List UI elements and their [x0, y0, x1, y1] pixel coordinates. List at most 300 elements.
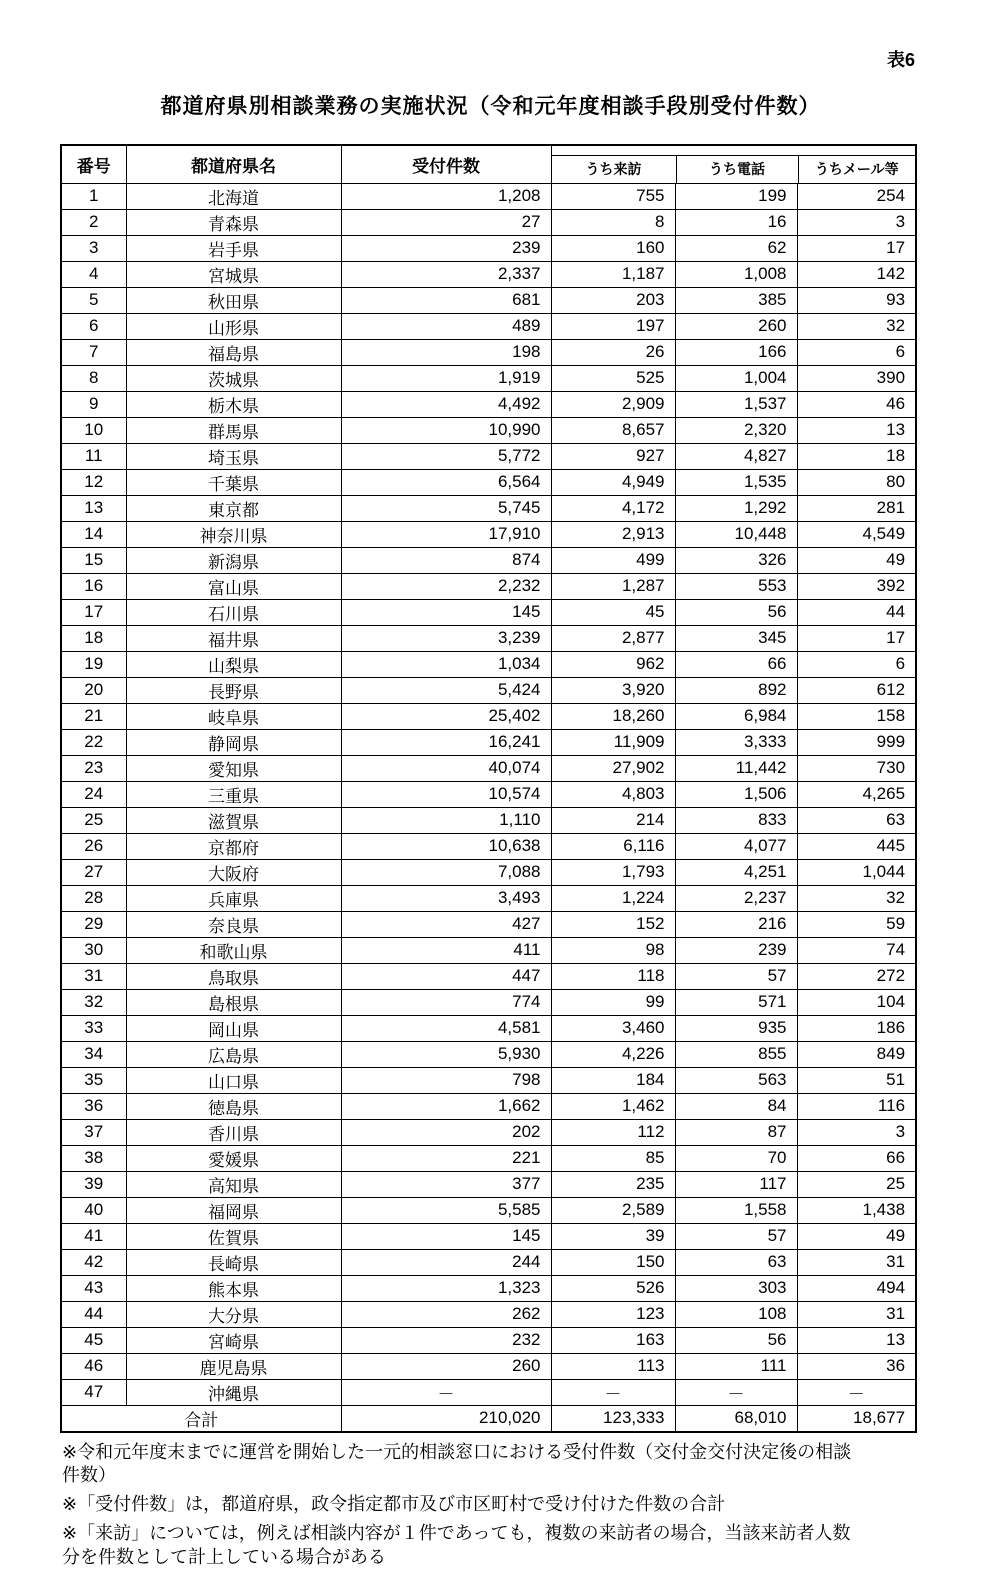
- prefecture-cell: 青森県: [126, 209, 341, 235]
- phone-count-cell: 1,004: [675, 365, 797, 391]
- visit-count-cell: 112: [551, 1119, 675, 1145]
- mail-count-cell: 116: [797, 1093, 916, 1119]
- row-number-cell: 27: [61, 859, 126, 885]
- total-count-cell: 27: [341, 209, 551, 235]
- total-count-cell: 874: [341, 547, 551, 573]
- prefecture-cell: 徳島県: [126, 1093, 341, 1119]
- phone-count-cell: 57: [675, 1223, 797, 1249]
- row-number-cell: 45: [61, 1327, 126, 1353]
- row-number-cell: 23: [61, 755, 126, 781]
- phone-count-cell: 1,558: [675, 1197, 797, 1223]
- table-row: [61, 521, 916, 547]
- mail-count-cell: 49: [797, 1223, 916, 1249]
- footnote-1-line-1: ※令和元年度末までに運営を開始した一元的相談窓口における受付件数（交付金交付決定後の相談: [62, 1441, 922, 1465]
- prefecture-cell: 佐賀県: [126, 1223, 341, 1249]
- phone-count-cell: 6,984: [675, 703, 797, 729]
- total-count-cell: 3,239: [341, 625, 551, 651]
- visit-count-cell: 2,913: [551, 521, 675, 547]
- mail-count-cell: 4,549: [797, 521, 916, 547]
- mail-count-cell: 281: [797, 495, 916, 521]
- row-number-cell: 28: [61, 885, 126, 911]
- phone-count-cell: 56: [675, 599, 797, 625]
- row-number-cell: 31: [61, 963, 126, 989]
- row-number-cell: 14: [61, 521, 126, 547]
- mail-count-cell: 13: [797, 1327, 916, 1353]
- visit-count-cell: 85: [551, 1145, 675, 1171]
- mail-count-cell: 49: [797, 547, 916, 573]
- header-visit: うち来訪: [552, 155, 676, 183]
- prefecture-cell: 福井県: [126, 625, 341, 651]
- prefecture-cell: 埼玉県: [126, 443, 341, 469]
- visit-count-cell: 526: [551, 1275, 675, 1301]
- document-title: 都道府県別相談業務の実施状況（令和元年度相談手段別受付件数）: [0, 90, 981, 120]
- prefecture-cell: 沖縄県: [126, 1379, 341, 1405]
- visit-count-cell: 1,187: [551, 261, 675, 287]
- total-count-cell: 244: [341, 1249, 551, 1275]
- phone-count-cell: 216: [675, 911, 797, 937]
- prefecture-cell: 山形県: [126, 313, 341, 339]
- row-number-cell: 43: [61, 1275, 126, 1301]
- phone-count-cell: 87: [675, 1119, 797, 1145]
- total-count-cell: 427: [341, 911, 551, 937]
- mail-count-cell: 59: [797, 911, 916, 937]
- phone-count-cell: 935: [675, 1015, 797, 1041]
- mail-count-cell: 17: [797, 235, 916, 261]
- visit-count-cell: 150: [551, 1249, 675, 1275]
- visit-count-cell: －: [551, 1379, 675, 1405]
- table-body: [61, 183, 916, 1432]
- mail-count-cell: 999: [797, 729, 916, 755]
- footnote-3-line-2: 分を件数として計上している場合がある: [62, 1546, 922, 1569]
- footnote-3: [62, 1522, 922, 1569]
- visit-count-cell: 163: [551, 1327, 675, 1353]
- total-count-cell: 16,241: [341, 729, 551, 755]
- prefecture-cell: 和歌山県: [126, 937, 341, 963]
- visit-count-cell: 4,949: [551, 469, 675, 495]
- visit-count-cell: 18,260: [551, 703, 675, 729]
- phone-count-cell: 10,448: [675, 521, 797, 547]
- row-number-cell: 2: [61, 209, 126, 235]
- footnote-1-line-2: 件数）: [62, 1464, 922, 1488]
- phone-count-cell: 1,537: [675, 391, 797, 417]
- prefecture-cell: 大分県: [126, 1301, 341, 1327]
- grand-mail-cell: 18,677: [797, 1405, 916, 1432]
- table-row: [61, 313, 916, 339]
- visit-count-cell: 4,803: [551, 781, 675, 807]
- row-number-cell: 40: [61, 1197, 126, 1223]
- visit-count-cell: 2,909: [551, 391, 675, 417]
- table-row: [61, 573, 916, 599]
- prefecture-cell: 愛媛県: [126, 1145, 341, 1171]
- footnotes: [62, 1441, 922, 1569]
- mail-count-cell: 142: [797, 261, 916, 287]
- phone-count-cell: 166: [675, 339, 797, 365]
- row-number-cell: 3: [61, 235, 126, 261]
- mail-count-cell: 31: [797, 1301, 916, 1327]
- row-number-cell: 24: [61, 781, 126, 807]
- row-number-cell: 29: [61, 911, 126, 937]
- phone-count-cell: 260: [675, 313, 797, 339]
- prefecture-cell: 福島県: [126, 339, 341, 365]
- phone-count-cell: 108: [675, 1301, 797, 1327]
- mail-count-cell: 51: [797, 1067, 916, 1093]
- total-count-cell: 1,208: [341, 183, 551, 209]
- prefecture-cell: 奈良県: [126, 911, 341, 937]
- visit-count-cell: 197: [551, 313, 675, 339]
- mail-count-cell: 31: [797, 1249, 916, 1275]
- total-count-cell: 377: [341, 1171, 551, 1197]
- mail-count-cell: 445: [797, 833, 916, 859]
- footnote-2-line-1: ※「受付件数」は，都道府県，政令指定都市及び市区町村で受け付けた件数の合計: [62, 1493, 922, 1517]
- mail-count-cell: 3: [797, 1119, 916, 1145]
- prefecture-cell: 神奈川県: [126, 521, 341, 547]
- visit-count-cell: 3,920: [551, 677, 675, 703]
- visit-count-cell: 11,909: [551, 729, 675, 755]
- total-count-cell: 2,232: [341, 573, 551, 599]
- total-count-cell: 25,402: [341, 703, 551, 729]
- visit-count-cell: 4,226: [551, 1041, 675, 1067]
- prefecture-cell: 岐阜県: [126, 703, 341, 729]
- phone-count-cell: 66: [675, 651, 797, 677]
- row-number-cell: 22: [61, 729, 126, 755]
- prefecture-cell: 群馬県: [126, 417, 341, 443]
- phone-count-cell: －: [675, 1379, 797, 1405]
- footnote-3-line-1: ※「来訪」については，例えば相談内容が１件であっても，複数の来訪者の場合，当該来訪者人数: [62, 1522, 922, 1546]
- table-row: [61, 365, 916, 391]
- mail-count-cell: 1,044: [797, 859, 916, 885]
- total-count-cell: 1,110: [341, 807, 551, 833]
- phone-count-cell: 1,292: [675, 495, 797, 521]
- table-row: [61, 391, 916, 417]
- total-label-cell: 合計: [61, 1405, 341, 1432]
- row-number-cell: 46: [61, 1353, 126, 1379]
- prefecture-cell: 千葉県: [126, 469, 341, 495]
- total-count-cell: 5,585: [341, 1197, 551, 1223]
- table-row: [61, 963, 916, 989]
- header-mail: うちメール等: [798, 155, 916, 183]
- visit-count-cell: 235: [551, 1171, 675, 1197]
- table-row: [61, 1275, 916, 1301]
- table-row: [61, 469, 916, 495]
- prefecture-cell: 大阪府: [126, 859, 341, 885]
- mail-count-cell: 104: [797, 989, 916, 1015]
- table-row: [61, 937, 916, 963]
- prefecture-cell: 宮崎県: [126, 1327, 341, 1353]
- visit-count-cell: 1,793: [551, 859, 675, 885]
- row-number-cell: 25: [61, 807, 126, 833]
- row-number-cell: 38: [61, 1145, 126, 1171]
- mail-count-cell: 32: [797, 885, 916, 911]
- row-number-cell: 11: [61, 443, 126, 469]
- visit-count-cell: 27,902: [551, 755, 675, 781]
- visit-count-cell: 8: [551, 209, 675, 235]
- mail-count-cell: 36: [797, 1353, 916, 1379]
- row-number-cell: 7: [61, 339, 126, 365]
- mail-count-cell: 6: [797, 651, 916, 677]
- table-row: [61, 1145, 916, 1171]
- row-number-cell: 47: [61, 1379, 126, 1405]
- total-count-cell: 1,919: [341, 365, 551, 391]
- prefecture-cell: 岩手県: [126, 235, 341, 261]
- visit-count-cell: 26: [551, 339, 675, 365]
- header-number: 番号: [61, 145, 126, 183]
- visit-count-cell: 6,116: [551, 833, 675, 859]
- row-number-cell: 36: [61, 1093, 126, 1119]
- visit-count-cell: 525: [551, 365, 675, 391]
- total-count-cell: 411: [341, 937, 551, 963]
- mail-count-cell: 32: [797, 313, 916, 339]
- row-number-cell: 18: [61, 625, 126, 651]
- table-row: [61, 885, 916, 911]
- mail-count-cell: 186: [797, 1015, 916, 1041]
- total-count-cell: 221: [341, 1145, 551, 1171]
- table-row: [61, 287, 916, 313]
- total-count-cell: 17,910: [341, 521, 551, 547]
- phone-count-cell: 892: [675, 677, 797, 703]
- total-count-cell: 202: [341, 1119, 551, 1145]
- phone-count-cell: 57: [675, 963, 797, 989]
- phone-count-cell: 84: [675, 1093, 797, 1119]
- total-count-cell: 5,930: [341, 1041, 551, 1067]
- phone-count-cell: 4,251: [675, 859, 797, 885]
- phone-count-cell: 303: [675, 1275, 797, 1301]
- table-row: [61, 651, 916, 677]
- row-number-cell: 33: [61, 1015, 126, 1041]
- table-row: [61, 807, 916, 833]
- grand-visit-cell: 123,333: [551, 1405, 675, 1432]
- total-count-cell: 5,772: [341, 443, 551, 469]
- visit-count-cell: 160: [551, 235, 675, 261]
- phone-count-cell: 833: [675, 807, 797, 833]
- footnote-1: [62, 1441, 922, 1489]
- prefecture-cell: 島根県: [126, 989, 341, 1015]
- visit-count-cell: 2,589: [551, 1197, 675, 1223]
- mail-count-cell: 4,265: [797, 781, 916, 807]
- visit-count-cell: 927: [551, 443, 675, 469]
- row-number-cell: 1: [61, 183, 126, 209]
- prefecture-cell: 滋賀県: [126, 807, 341, 833]
- subcolumn-boxes: [552, 155, 916, 183]
- mail-count-cell: 390: [797, 365, 916, 391]
- prefecture-cell: 富山県: [126, 573, 341, 599]
- visit-count-cell: 1,224: [551, 885, 675, 911]
- prefecture-cell: 北海道: [126, 183, 341, 209]
- total-count-cell: 447: [341, 963, 551, 989]
- mail-count-cell: 1,438: [797, 1197, 916, 1223]
- row-number-cell: 42: [61, 1249, 126, 1275]
- table-row: [61, 339, 916, 365]
- total-count-cell: 262: [341, 1301, 551, 1327]
- phone-count-cell: 571: [675, 989, 797, 1015]
- prefecture-cell: 鹿児島県: [126, 1353, 341, 1379]
- total-count-cell: 1,034: [341, 651, 551, 677]
- phone-count-cell: 70: [675, 1145, 797, 1171]
- row-number-cell: 35: [61, 1067, 126, 1093]
- row-number-cell: 10: [61, 417, 126, 443]
- phone-count-cell: 117: [675, 1171, 797, 1197]
- grand-phone-cell: 68,010: [675, 1405, 797, 1432]
- table-row: [61, 1249, 916, 1275]
- row-number-cell: 32: [61, 989, 126, 1015]
- table-row: [61, 859, 916, 885]
- mail-count-cell: 18: [797, 443, 916, 469]
- prefecture-cell: 石川県: [126, 599, 341, 625]
- mail-count-cell: 63: [797, 807, 916, 833]
- total-count-cell: 10,574: [341, 781, 551, 807]
- table-row: [61, 209, 916, 235]
- prefecture-cell: 長野県: [126, 677, 341, 703]
- visit-count-cell: 99: [551, 989, 675, 1015]
- row-number-cell: 21: [61, 703, 126, 729]
- mail-count-cell: 494: [797, 1275, 916, 1301]
- prefecture-cell: 秋田県: [126, 287, 341, 313]
- phone-count-cell: 563: [675, 1067, 797, 1093]
- visit-count-cell: 4,172: [551, 495, 675, 521]
- phone-count-cell: 11,442: [675, 755, 797, 781]
- mail-count-cell: 13: [797, 417, 916, 443]
- table-row: [61, 183, 916, 209]
- prefecture-cell: 東京都: [126, 495, 341, 521]
- prefecture-cell: 熊本県: [126, 1275, 341, 1301]
- prefecture-cell: 広島県: [126, 1041, 341, 1067]
- phone-count-cell: 239: [675, 937, 797, 963]
- phone-count-cell: 4,827: [675, 443, 797, 469]
- visit-count-cell: 184: [551, 1067, 675, 1093]
- table-row: [61, 1041, 916, 1067]
- table-row: [61, 1093, 916, 1119]
- row-number-cell: 39: [61, 1171, 126, 1197]
- visit-count-cell: 98: [551, 937, 675, 963]
- phone-count-cell: 345: [675, 625, 797, 651]
- row-number-cell: 17: [61, 599, 126, 625]
- total-count-cell: 5,745: [341, 495, 551, 521]
- row-number-cell: 34: [61, 1041, 126, 1067]
- phone-count-cell: 199: [675, 183, 797, 209]
- total-count-cell: 260: [341, 1353, 551, 1379]
- header-prefecture: 都道府県名: [126, 145, 341, 183]
- prefecture-cell: 岡山県: [126, 1015, 341, 1041]
- total-count-cell: 10,638: [341, 833, 551, 859]
- header-total-count: 受付件数: [341, 145, 551, 183]
- mail-count-cell: 392: [797, 573, 916, 599]
- row-number-cell: 30: [61, 937, 126, 963]
- total-count-cell: 198: [341, 339, 551, 365]
- table-row: [61, 1301, 916, 1327]
- mail-count-cell: 93: [797, 287, 916, 313]
- row-number-cell: 9: [61, 391, 126, 417]
- table-row: [61, 1223, 916, 1249]
- mail-count-cell: 74: [797, 937, 916, 963]
- phone-count-cell: 1,535: [675, 469, 797, 495]
- visit-count-cell: 8,657: [551, 417, 675, 443]
- total-count-cell: 774: [341, 989, 551, 1015]
- total-count-cell: －: [341, 1379, 551, 1405]
- total-count-cell: 7,088: [341, 859, 551, 885]
- row-number-cell: 13: [61, 495, 126, 521]
- phone-count-cell: 4,077: [675, 833, 797, 859]
- visit-count-cell: 1,462: [551, 1093, 675, 1119]
- table-row: [61, 417, 916, 443]
- prefecture-cell: 京都府: [126, 833, 341, 859]
- mail-count-cell: 44: [797, 599, 916, 625]
- total-count-cell: 145: [341, 599, 551, 625]
- table-row: [61, 625, 916, 651]
- phone-count-cell: 111: [675, 1353, 797, 1379]
- row-number-cell: 5: [61, 287, 126, 313]
- row-number-cell: 6: [61, 313, 126, 339]
- prefecture-cell: 静岡県: [126, 729, 341, 755]
- table-row: [61, 1379, 916, 1405]
- table-row: [61, 1067, 916, 1093]
- mail-count-cell: 17: [797, 625, 916, 651]
- total-count-cell: 798: [341, 1067, 551, 1093]
- row-number-cell: 8: [61, 365, 126, 391]
- total-count-cell: 145: [341, 1223, 551, 1249]
- header-subcolumns: [551, 145, 916, 183]
- footnote-2: [62, 1493, 922, 1517]
- phone-count-cell: 2,320: [675, 417, 797, 443]
- total-count-cell: 4,492: [341, 391, 551, 417]
- mail-count-cell: 730: [797, 755, 916, 781]
- total-count-cell: 2,337: [341, 261, 551, 287]
- mail-count-cell: 158: [797, 703, 916, 729]
- total-count-cell: 5,424: [341, 677, 551, 703]
- mail-count-cell: 80: [797, 469, 916, 495]
- mail-count-cell: 6: [797, 339, 916, 365]
- phone-count-cell: 16: [675, 209, 797, 235]
- visit-count-cell: 203: [551, 287, 675, 313]
- mail-count-cell: 272: [797, 963, 916, 989]
- table-row: [61, 1353, 916, 1379]
- phone-count-cell: 326: [675, 547, 797, 573]
- row-number-cell: 19: [61, 651, 126, 677]
- row-number-cell: 4: [61, 261, 126, 287]
- total-count-cell: 489: [341, 313, 551, 339]
- row-number-cell: 20: [61, 677, 126, 703]
- total-row: [61, 1405, 916, 1432]
- table-row: [61, 989, 916, 1015]
- prefecture-cell: 長崎県: [126, 1249, 341, 1275]
- table-row: [61, 235, 916, 261]
- visit-count-cell: 3,460: [551, 1015, 675, 1041]
- header-phone: うち電話: [676, 155, 798, 183]
- phone-count-cell: 553: [675, 573, 797, 599]
- phone-count-cell: 855: [675, 1041, 797, 1067]
- table-row: [61, 547, 916, 573]
- table-row: [61, 755, 916, 781]
- mail-count-cell: 25: [797, 1171, 916, 1197]
- table-number-label: 表6: [0, 0, 981, 72]
- prefecture-cell: 兵庫県: [126, 885, 341, 911]
- phone-count-cell: 1,506: [675, 781, 797, 807]
- total-count-cell: 1,662: [341, 1093, 551, 1119]
- total-count-cell: 4,581: [341, 1015, 551, 1041]
- total-count-cell: 239: [341, 235, 551, 261]
- phone-count-cell: 385: [675, 287, 797, 313]
- table-row: [61, 1015, 916, 1041]
- total-count-cell: 681: [341, 287, 551, 313]
- total-count-cell: 1,323: [341, 1275, 551, 1301]
- visit-count-cell: 962: [551, 651, 675, 677]
- table-row: [61, 599, 916, 625]
- visit-count-cell: 45: [551, 599, 675, 625]
- prefecture-cell: 宮城県: [126, 261, 341, 287]
- grand-total-cell: 210,020: [341, 1405, 551, 1432]
- prefecture-cell: 福岡県: [126, 1197, 341, 1223]
- row-number-cell: 44: [61, 1301, 126, 1327]
- prefecture-cell: 山梨県: [126, 651, 341, 677]
- prefecture-cell: 香川県: [126, 1119, 341, 1145]
